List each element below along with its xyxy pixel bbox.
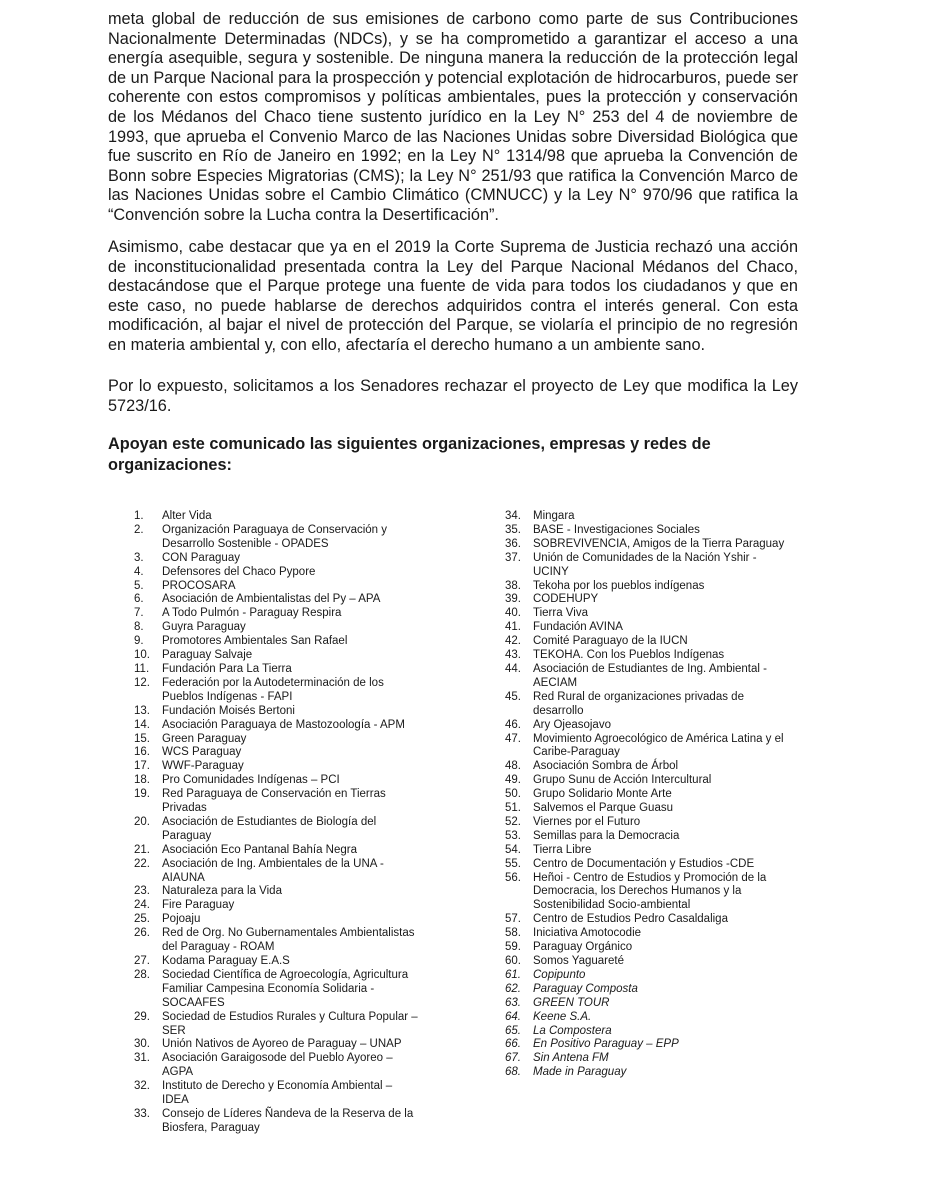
list-item-number: 48. — [505, 760, 521, 773]
list-item-number: 4. — [134, 565, 144, 578]
list-item-number: 43. — [505, 649, 521, 662]
list-item — [118, 746, 418, 760]
list-item-number: 26. — [134, 927, 150, 940]
list-item-number: 18. — [134, 774, 150, 787]
organization-name: Paraguay Orgánico — [533, 941, 633, 954]
organization-name: Paraguay Composta — [533, 982, 638, 995]
organization-name: Pojoaju — [162, 913, 201, 926]
list-item-number: 66. — [505, 1038, 521, 1051]
list-item-number: 11. — [134, 662, 150, 675]
list-item — [489, 719, 789, 733]
list-item — [489, 691, 789, 719]
list-item — [118, 705, 418, 719]
organization-name: Asociación Sombra de Árbol — [533, 760, 679, 773]
list-item — [489, 510, 789, 524]
organization-name: Copipunto — [533, 968, 586, 981]
list-item — [489, 1052, 789, 1066]
organization-name: Pro Comunidades Indígenas – PCI — [162, 774, 340, 787]
list-item-number: 40. — [505, 607, 521, 620]
list-item — [489, 816, 789, 830]
list-item-number: 30. — [134, 1038, 150, 1051]
organization-name: Sin Antena FM — [533, 1052, 609, 1065]
list-item — [489, 635, 789, 649]
list-item — [489, 983, 789, 997]
organization-name: La Compostera — [533, 1024, 612, 1037]
organization-name: BASE - Investigaciones Sociales — [533, 523, 700, 536]
list-item-number: 42. — [505, 635, 521, 648]
list-item — [118, 621, 418, 635]
list-item-number: 12. — [134, 676, 150, 689]
organization-name: Green Paraguay — [162, 732, 247, 745]
organization-name: Grupo Sunu de Acción Intercultural — [533, 774, 712, 787]
organization-name: WCS Paraguay — [162, 746, 242, 759]
organization-name: Kodama Paraguay E.A.S — [162, 955, 290, 967]
list-item — [489, 858, 789, 872]
organization-name: Unión Nativos de Ayoreo de Paraguay – UNAP — [162, 1038, 402, 1051]
list-item — [489, 607, 789, 621]
organization-name: Fundación Para La Tierra — [162, 662, 292, 675]
organization-name: Iniciativa Amotocodie — [533, 927, 642, 940]
organization-name: WWF-Paraguay — [162, 760, 244, 773]
organization-name: Salvemos el Parque Guasu — [533, 802, 673, 815]
list-item-number: 46. — [505, 718, 521, 731]
list-item-number: 5. — [134, 579, 144, 592]
list-item-number: 19. — [134, 788, 150, 801]
list-item-number: 53. — [505, 829, 521, 842]
list-item-number: 37. — [505, 551, 521, 564]
list-item-number: 8. — [134, 621, 144, 634]
organization-name: Red Rural de organizaciones privadas de desarrollo — [533, 690, 744, 717]
list-item — [118, 885, 418, 899]
organization-name: A Todo Pulmón - Paraguay Respira — [162, 607, 342, 620]
list-item — [489, 593, 789, 607]
list-item — [489, 774, 789, 788]
list-item — [118, 844, 418, 858]
organization-name: Unión de Comunidades de la Nación Yshir - UCINY — [533, 551, 757, 578]
organization-name: Fundación AVINA — [533, 621, 623, 634]
organization-name: Federación por la Autodeterminación de los Pueblos Indígenas - FAPI — [162, 676, 384, 703]
list-item — [118, 913, 418, 927]
list-item — [118, 510, 418, 524]
list-item-number: 63. — [505, 996, 521, 1009]
organization-name: SOBREVIVENCIA, Amigos de la Tierra Paraguay — [533, 537, 785, 550]
list-item-number: 6. — [134, 593, 144, 606]
organization-name: Promotores Ambientales San Rafael — [162, 635, 348, 648]
organization-name: Somos Yaguareté — [533, 955, 624, 967]
list-item — [118, 969, 418, 1011]
list-item — [489, 844, 789, 858]
list-item-number: 23. — [134, 885, 150, 898]
organization-name: Guyra Paraguay — [162, 621, 246, 634]
list-item-number: 14. — [134, 718, 150, 731]
list-item-number: 1. — [134, 510, 144, 522]
organization-name: Asociación Garaigosode del Pueblo Ayoreo – AGPA — [162, 1052, 393, 1079]
organization-name: Consejo de Líderes Ñandeva de la Reserva de la Biosfera, Paraguay — [162, 1107, 414, 1134]
list-item — [118, 955, 418, 969]
list-item-number: 55. — [505, 857, 521, 870]
organization-name: Semillas para la Democracia — [533, 829, 680, 842]
list-item-number: 33. — [134, 1107, 150, 1120]
organization-name: GREEN TOUR — [533, 996, 610, 1009]
list-item-number: 20. — [134, 815, 150, 828]
list-item — [489, 1038, 789, 1052]
list-item-number: 67. — [505, 1052, 521, 1065]
organization-name: Alter Vida — [162, 510, 212, 522]
list-item — [118, 899, 418, 913]
list-item — [118, 816, 418, 844]
list-item-number: 44. — [505, 662, 521, 675]
list-item-number: 9. — [134, 635, 144, 648]
organization-name: Asociación de Estudiantes de Biología del Paraguay — [162, 815, 377, 842]
list-item-number: 3. — [134, 551, 144, 564]
list-item — [118, 774, 418, 788]
list-item-number: 10. — [134, 649, 150, 662]
list-item — [118, 927, 418, 955]
list-item — [118, 733, 418, 747]
list-item — [118, 677, 418, 705]
list-item-number: 24. — [134, 899, 150, 912]
organizations-list-right — [489, 510, 789, 1080]
list-item — [118, 552, 418, 566]
list-item-number: 35. — [505, 523, 521, 536]
organization-name: PROCOSARA — [162, 579, 236, 592]
organization-name: En Positivo Paraguay – EPP — [533, 1038, 679, 1051]
list-item-number: 49. — [505, 774, 521, 787]
list-item-number: 68. — [505, 1066, 521, 1079]
list-item — [489, 872, 789, 914]
organization-name: CON Paraguay — [162, 551, 240, 564]
list-item-number: 25. — [134, 913, 150, 926]
list-item-number: 47. — [505, 732, 521, 745]
list-item-number: 45. — [505, 690, 521, 703]
list-item — [489, 788, 789, 802]
list-item-number: 32. — [134, 1080, 150, 1093]
paragraph-legal-basis: meta global de reducción de sus emisiones de carbono como parte de sus Contribuciones Nacionalmente Determinadas (NDCs), y se ha comprometido a garantizar el acceso a una energía asequible, segura y sostenible. De ninguna manera la reducción de la protección legal de un Parque Nacional para la prospección y potencial explotación de hidrocarburos, puede ser coherente con estos compromisos y políticas ambientales, pues la protección y conservación de los Médanos del Chaco tiene sustento jurídico en la Ley N° 253 del 4 de noviembre de 1993, que aprueba el Convenio Marco de las Naciones Unidas sobre Diversidad Biológica que fue suscrito en Río de Janeiro en 1992; en la Ley N° 1314/98 que aprueba la Convención de Bonn sobre Especies Migratorias (CMS); la Ley N° 251/93 que ratifica la Convención Marco de las Naciones Unidas sobre el Cambio Climático (CMNUCC) y la Ley N° 970/96 que ratifica la “Convención sobre la Lucha contra la Desertificación”. — [108, 10, 798, 224]
list-item-number: 65. — [505, 1024, 521, 1037]
paragraph-supreme-court: Asimismo, cabe destacar que ya en el 2019 la Corte Suprema de Justicia rechazó una acción de inconstitucionalidad presentada contra la Ley del Parque Nacional Médanos del Chaco, destacándose que el Parque protege una fuente de vida para todos los ciudadanos y que en este caso, no puede hablarse de derechos adquiridos contra el interés general. Con esta modificación, al bajar el nivel de protección del Parque, se violaría el principio de no regresión en materia ambiental y, con ello, afectaría el derecho humano a un ambiente sano. — [108, 238, 798, 354]
paragraph-request: Por lo expuesto, solicitamos a los Senadores rechazar el proyecto de Ley que modifica la Ley 5723/16. — [108, 377, 798, 415]
organization-name: Defensores del Chaco Pypore — [162, 565, 316, 578]
list-item-number: 34. — [505, 510, 521, 522]
organization-name: Naturaleza para la Vida — [162, 885, 282, 898]
list-item-number: 50. — [505, 788, 521, 801]
list-item — [489, 830, 789, 844]
list-item — [489, 649, 789, 663]
organization-name: Organización Paraguaya de Conservación y Desarrollo Sostenible - OPADES — [162, 523, 388, 550]
list-item — [489, 580, 789, 594]
list-item — [118, 760, 418, 774]
list-item-number: 27. — [134, 955, 150, 967]
list-item-number: 22. — [134, 857, 150, 870]
organization-name: Viernes por el Futuro — [533, 815, 641, 828]
list-item — [118, 593, 418, 607]
organization-name: Movimiento Agroecológico de América Latina y el Caribe-Paraguay — [533, 732, 784, 759]
list-item-number: 29. — [134, 1010, 150, 1023]
list-item-number: 17. — [134, 760, 150, 773]
list-item — [118, 524, 418, 552]
list-item — [489, 802, 789, 816]
list-item — [489, 663, 789, 691]
organization-name: Heñoi - Centro de Estudios y Promoción de la Democracia, los Derechos Humanos y la Sostenibilidad Socio-ambiental — [533, 871, 767, 912]
list-item — [118, 1108, 418, 1136]
list-item — [118, 635, 418, 649]
list-item-number: 31. — [134, 1052, 150, 1065]
list-item-number: 52. — [505, 815, 521, 828]
list-item — [489, 524, 789, 538]
list-item — [489, 969, 789, 983]
list-item — [118, 607, 418, 621]
list-item — [118, 649, 418, 663]
list-item-number: 58. — [505, 927, 521, 940]
list-item — [118, 1038, 418, 1052]
list-item — [489, 1025, 789, 1039]
organization-name: Comité Paraguayo de la IUCN — [533, 635, 688, 648]
organization-name: Fire Paraguay — [162, 899, 235, 912]
list-item — [489, 538, 789, 552]
organization-name: Asociación Paraguaya de Mastozoología - APM — [162, 718, 405, 731]
list-item — [118, 1080, 418, 1108]
list-item-number: 28. — [134, 968, 150, 981]
list-item — [118, 663, 418, 677]
list-item — [118, 1052, 418, 1080]
organization-name: Made in Paraguay — [533, 1066, 627, 1079]
list-item-number: 36. — [505, 537, 521, 550]
organization-name: TEKOHA. Con los Pueblos Indígenas — [533, 649, 725, 662]
organization-name: Keene S.A. — [533, 1010, 592, 1023]
list-item-number: 38. — [505, 579, 521, 592]
list-item — [489, 941, 789, 955]
list-item — [489, 913, 789, 927]
organization-name: Sociedad Científica de Agroecología, Agricultura Familiar Campesina Economía Solidaria - SOCAAFES — [162, 968, 409, 1009]
organization-name: Centro de Estudios Pedro Casaldaliga — [533, 913, 728, 926]
list-item — [118, 719, 418, 733]
organization-name: CODEHUPY — [533, 593, 599, 606]
list-item — [118, 580, 418, 594]
list-item — [118, 1011, 418, 1039]
list-item-number: 15. — [134, 732, 150, 745]
list-item-number: 62. — [505, 982, 521, 995]
list-item-number: 64. — [505, 1010, 521, 1023]
list-item — [489, 1066, 789, 1080]
organization-name: Fundación Moisés Bertoni — [162, 704, 295, 717]
organization-name: Tekoha por los pueblos indígenas — [533, 579, 705, 592]
list-item-number: 59. — [505, 941, 521, 954]
organization-name: Instituto de Derecho y Economía Ambiental – IDEA — [162, 1080, 393, 1107]
organization-name: Sociedad de Estudios Rurales y Cultura Popular – SER — [162, 1010, 418, 1037]
list-item — [489, 552, 789, 580]
organization-name: Asociación de Estudiantes de Ing. Ambiental - AECIAM — [533, 662, 767, 689]
organizations-list-left — [118, 510, 418, 1136]
list-item — [489, 955, 789, 969]
supporters-heading: Apoyan este comunicado las siguientes organizaciones, empresas y redes de organizaciones: — [108, 435, 711, 474]
list-item-number: 54. — [505, 843, 521, 856]
list-item-number: 56. — [505, 871, 521, 884]
list-item — [489, 997, 789, 1011]
list-item — [489, 927, 789, 941]
organization-name: Asociación Eco Pantanal Bahía Negra — [162, 843, 357, 856]
list-item-number: 41. — [505, 621, 521, 634]
list-item-number: 2. — [134, 523, 144, 536]
list-item-number: 57. — [505, 913, 521, 926]
list-item-number: 7. — [134, 607, 144, 620]
organization-name: Centro de Documentación y Estudios -CDE — [533, 857, 755, 870]
list-item-number: 16. — [134, 746, 150, 759]
organization-name: Tierra Viva — [533, 607, 588, 620]
list-item-number: 13. — [134, 704, 150, 717]
list-item-number: 39. — [505, 593, 521, 606]
list-item — [489, 760, 789, 774]
organization-name: Ary Ojeasojavo — [533, 718, 611, 731]
organization-name: Asociación de Ambientalistas del Py – APA — [162, 593, 381, 606]
list-item — [489, 733, 789, 761]
list-item-number: 21. — [134, 843, 150, 856]
organization-name: Asociación de Ing. Ambientales de la UNA - AIAUNA — [162, 857, 384, 884]
organization-name: Red Paraguaya de Conservación en Tierras Privadas — [162, 788, 386, 815]
organization-name: Paraguay Salvaje — [162, 649, 253, 662]
list-item — [118, 566, 418, 580]
list-item — [489, 1011, 789, 1025]
organization-name: Grupo Solidario Monte Arte — [533, 788, 672, 801]
organization-name: Mingara — [533, 510, 575, 522]
list-item-number: 61. — [505, 968, 521, 981]
list-item-number: 60. — [505, 955, 521, 967]
list-item — [489, 621, 789, 635]
list-item — [118, 788, 418, 816]
organization-name: Tierra Libre — [533, 843, 592, 856]
organization-name: Red de Org. No Gubernamentales Ambientalistas del Paraguay - ROAM — [162, 927, 415, 954]
list-item — [118, 858, 418, 886]
list-item-number: 51. — [505, 802, 521, 815]
